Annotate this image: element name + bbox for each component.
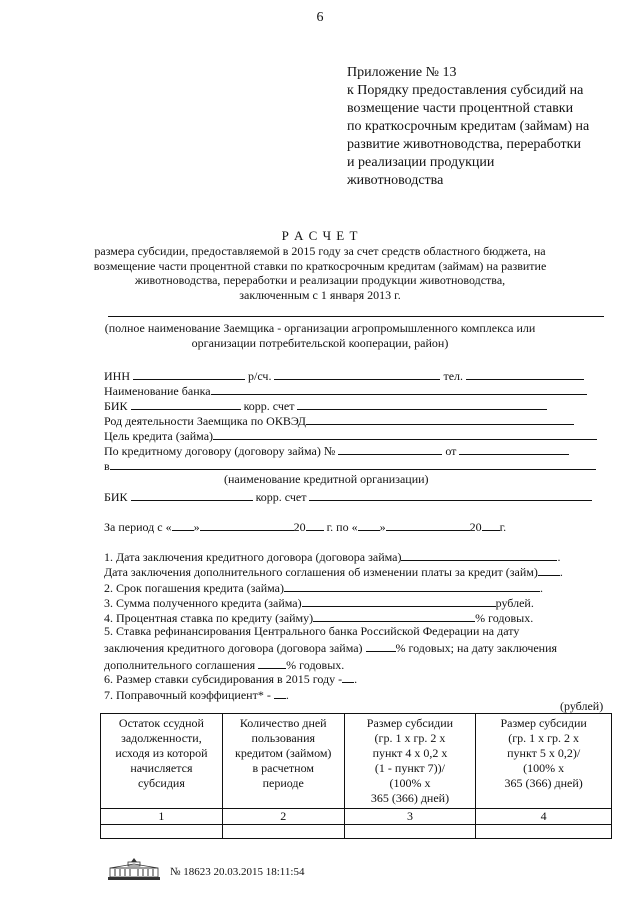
column-number: 1 bbox=[101, 809, 223, 825]
inn-field[interactable] bbox=[133, 367, 245, 380]
contract-row: По кредитному договору (договору займа) № от bbox=[104, 442, 569, 459]
bik2-field[interactable] bbox=[131, 488, 253, 501]
header-cell: Размер субсидии (гр. 1 х гр. 2 х пункт 4 х 0,2 х (1 - пункт 7))/ (100% х 365 (366) дней) bbox=[344, 714, 476, 809]
corr-account-field[interactable] bbox=[297, 397, 547, 410]
period-end-day[interactable] bbox=[358, 518, 380, 531]
page-number: 6 bbox=[316, 10, 324, 25]
account-field[interactable] bbox=[274, 367, 440, 380]
table-number-row bbox=[101, 809, 612, 825]
credit-org-field[interactable] bbox=[110, 457, 596, 470]
header-cell: Размер субсидии (гр. 1 х гр. 2 х пункт 5 х 0,2)/ (100% х 365 (366) дней) bbox=[476, 714, 612, 809]
period-start-day[interactable] bbox=[172, 518, 194, 531]
bank-name-field[interactable] bbox=[211, 382, 587, 395]
purpose-row: Цель кредита (займа) bbox=[104, 427, 597, 444]
item-6: 6. Размер ставки субсидирования в 2015 году - . bbox=[104, 672, 358, 686]
contract-date-input[interactable] bbox=[401, 548, 557, 561]
item-4: 4. Процентная ставка по кредиту (займу) % годовых. bbox=[104, 611, 534, 625]
units-label: (рублей) bbox=[560, 699, 604, 713]
phone-field[interactable] bbox=[466, 367, 584, 380]
period-start-month[interactable] bbox=[200, 518, 294, 531]
corr-account2-field[interactable] bbox=[309, 488, 592, 501]
period-start-year[interactable] bbox=[306, 518, 324, 531]
table-cell[interactable] bbox=[476, 825, 612, 839]
table-header-row bbox=[101, 714, 612, 809]
interest-rate-input[interactable] bbox=[313, 609, 475, 622]
appendix-line: по краткосрочным кредитам (займам) на bbox=[347, 119, 590, 134]
item-5: 5. Ставка рефинансирования Центрального банка Российской Федерации на дату заключения кредитного договора (договора займа) % годовых; на дату заключения дополнительного соглашения % годовых. bbox=[104, 624, 558, 672]
okved-row: Род деятельности Заемщика по ОКВЭД bbox=[104, 412, 574, 429]
bik-row: БИК корр. счет bbox=[104, 397, 547, 414]
borrower-name-line bbox=[108, 316, 604, 317]
bank-name-row: Наименование банка bbox=[104, 382, 587, 399]
column-number: 3 bbox=[344, 809, 476, 825]
bik-field[interactable] bbox=[131, 397, 241, 410]
document-subtitle: размера субсидии, предоставляемой в 2015 году за счет средств областного бюджета, на возмещение части процентной ставки по краткосрочным кредитам (займам) на развитие животноводства, переработки и реализации продукции животноводства, заключенным с 1 января 2013 г. bbox=[93, 244, 547, 302]
item-1b: Дата заключения дополнительного соглашения об изменении платы за кредит (займ) . bbox=[104, 565, 563, 579]
header-cell: Количество дней пользования кредитом (займом) в расчетном периоде bbox=[222, 714, 344, 809]
document-title: Р А С Ч Е Т bbox=[281, 228, 359, 243]
table-cell[interactable] bbox=[101, 825, 223, 839]
appendix-line: возмещение части процентной ставки bbox=[347, 101, 574, 116]
table-cell[interactable] bbox=[344, 825, 476, 839]
correction-coef-input[interactable] bbox=[274, 686, 286, 699]
period-row: За период с « » 20 г. по « » 20 г. bbox=[104, 520, 507, 534]
period-end-month[interactable] bbox=[386, 518, 470, 531]
purpose-field[interactable] bbox=[213, 427, 597, 440]
column-number: 2 bbox=[222, 809, 344, 825]
inn-row: ИНН р/сч. тел. bbox=[104, 367, 584, 384]
registration-stamp: № 18623 20.03.2015 18:11:54 bbox=[170, 866, 305, 878]
supplement-rate-input[interactable] bbox=[258, 656, 286, 669]
period-end-year[interactable] bbox=[482, 518, 500, 531]
loan-amount-input[interactable] bbox=[302, 594, 496, 607]
item-3: 3. Сумма полученного кредита (займа) рублей. bbox=[104, 596, 534, 610]
column-number: 4 bbox=[476, 809, 612, 825]
item-1: 1. Дата заключения кредитного договора (договора займа) . bbox=[104, 550, 561, 564]
subsidy-table bbox=[100, 713, 612, 839]
bik2-row: БИК корр. счет bbox=[104, 488, 592, 505]
appendix-line: к Порядку предоставления субсидий на bbox=[347, 83, 584, 98]
appendix-title: Приложение № 13 bbox=[347, 65, 457, 80]
credit-org-row: в bbox=[104, 457, 596, 474]
okved-field[interactable] bbox=[306, 412, 574, 425]
borrower-caption: (полное наименование Заемщика - организации агропромышленного комплекса или организации потребительской кооперации, район) bbox=[104, 321, 536, 350]
header-cell: Остаток ссудной задолженности, исходя из которой начисляется субсидия bbox=[101, 714, 223, 809]
item-2: 2. Срок погашения кредита (займа) . bbox=[104, 581, 543, 595]
supplement-date-input[interactable] bbox=[538, 563, 560, 576]
refinancing-rate-input[interactable] bbox=[366, 639, 396, 652]
appendix-line: животноводства bbox=[347, 173, 444, 188]
table-cell[interactable] bbox=[222, 825, 344, 839]
subsidy-rate-input[interactable] bbox=[342, 670, 354, 683]
building-logo-icon bbox=[106, 856, 162, 887]
item-7: 7. Поправочный коэффициент* - . bbox=[104, 688, 289, 702]
table-row bbox=[101, 825, 612, 839]
appendix-line: развитие животноводства, переработки bbox=[347, 137, 581, 152]
repayment-term-input[interactable] bbox=[284, 579, 540, 592]
contract-date-field[interactable] bbox=[459, 442, 569, 455]
appendix-line: и реализации продукции bbox=[347, 155, 495, 170]
contract-number-field[interactable] bbox=[338, 442, 442, 455]
appendix-block bbox=[347, 64, 589, 190]
credit-org-caption: (наименование кредитной организации) bbox=[224, 472, 429, 486]
